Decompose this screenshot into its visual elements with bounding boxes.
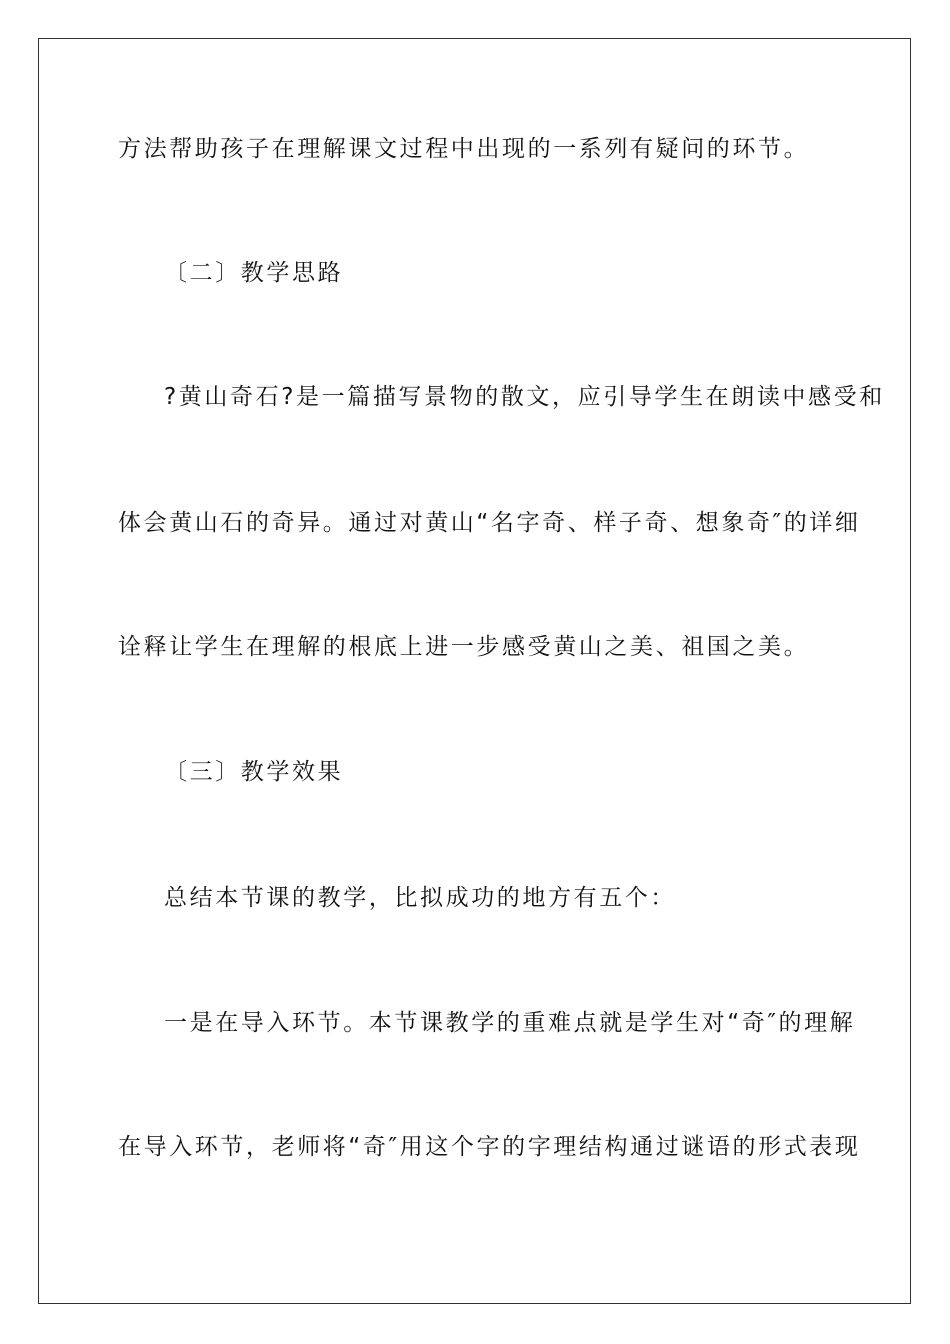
body-text-line: 方法帮助孩子在理解课文过程中出现的一系列有疑问的环节。 xyxy=(118,136,810,162)
section-heading-teaching-approach: 〔二〕教学思路 xyxy=(164,260,344,286)
paragraph-line: 体会黄山石的奇异。通过对黄山“名字奇、样子奇、想象奇″的详细 xyxy=(118,510,861,536)
paragraph-line: 在导入环节，老师将“奇″用这个字的字理结构通过谜语的形式表现 xyxy=(118,1134,861,1160)
paragraph-line: ?黄山奇石?是一篇描写景物的散文，应引导学生在朗读中感受和 xyxy=(164,384,885,410)
paragraph-line: 诠释让学生在理解的根底上进一步感受黄山之美、祖国之美。 xyxy=(118,634,810,660)
paragraph-line: 总结本节课的教学，比拟成功的地方有五个： xyxy=(164,885,676,911)
page-border xyxy=(38,38,911,1304)
section-heading-teaching-effect: 〔三〕教学效果 xyxy=(164,759,344,785)
paragraph-line: 一是在导入环节。本节课教学的重难点就是学生对“奇″的理解 xyxy=(164,1010,856,1036)
